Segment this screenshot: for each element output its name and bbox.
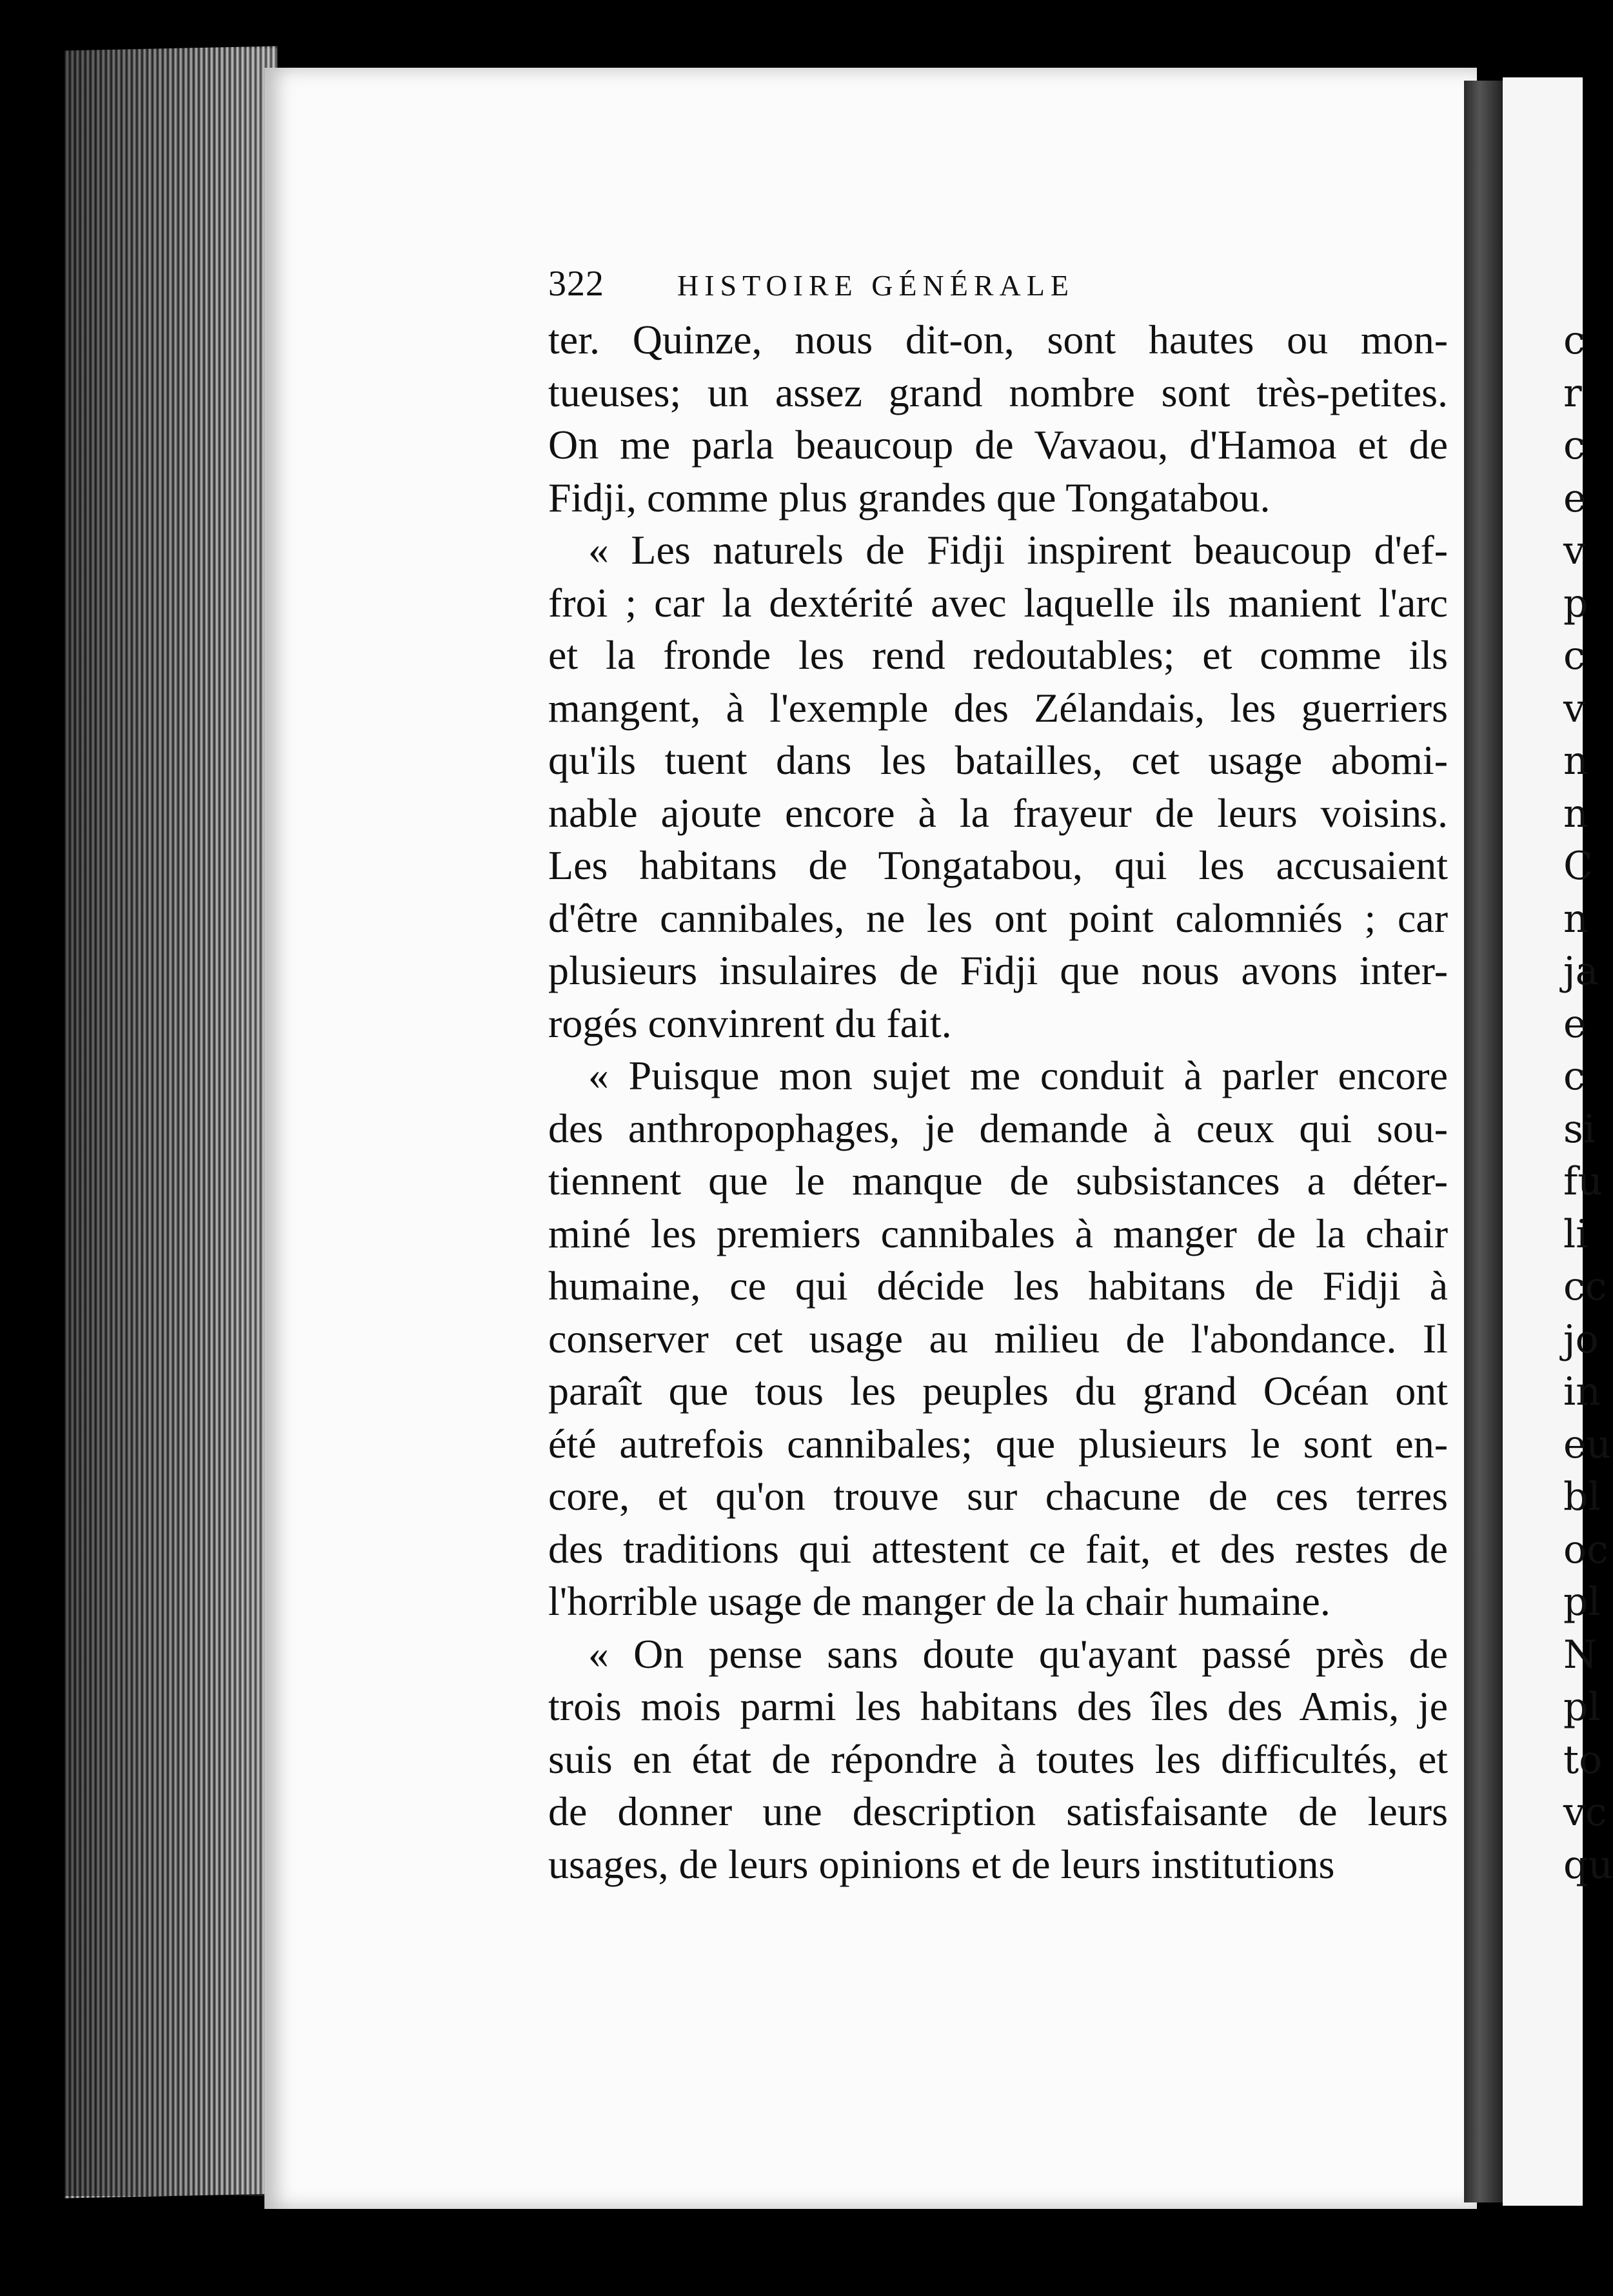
page-edges-shadow [64,48,277,2196]
next-page-fragment: c [1563,633,1585,678]
next-page-fragment: c [1563,423,1585,468]
text-line: « Les naturels de Fidji inspirent beaucoup d'ef- [588,527,1448,573]
book-gutter [1464,81,1503,2202]
next-page-fragment: to [1563,1737,1603,1783]
running-head [548,263,1448,313]
text-line: froi ; car la dextérité avec laquelle ils manient l'arc [548,579,1448,626]
next-page-fragment: v [1563,528,1585,573]
next-page-fragment: qu [1563,1842,1613,1888]
next-page-fragment: cc [1563,1264,1607,1309]
text-line: qu'ils tuent dans les batailles, cet usage abomi- [548,737,1448,783]
next-page-fragment: oc [1563,1527,1608,1572]
text-line: humaine, ce qui décide les habitans de Fidji à [548,1263,1448,1309]
next-page-edge [1503,77,1613,2206]
body-text [548,313,1448,1890]
next-page-fragment: C [1563,844,1593,889]
text-line: usages, de leurs opinions et de leurs institutions [548,1841,1335,1887]
text-line: « On pense sans doute qu'ayant passé près de [588,1630,1448,1677]
text-line: été autrefois cannibales; que plusieurs le sont en- [548,1420,1448,1467]
next-page-fragment: pl [1563,1685,1601,1730]
page-text-block [548,263,1448,1890]
page-number: 322 [548,264,604,304]
text-line: et la fronde les rend redoutables; et comme ils [548,632,1448,678]
text-line: conserver cet usage au milieu de l'abondance. Il [548,1315,1448,1361]
next-page-fragment: N [1563,1632,1598,1677]
text-line: suis en état de répondre à toutes les difficultés, et [548,1736,1448,1782]
text-line: paraît que tous les peuples du grand Océan ont [548,1368,1448,1414]
next-page-fragment: p [1563,580,1588,626]
text-line: ter. Quinze, nous dit-on, sont hautes ou mon- [548,317,1448,362]
next-page-fragment: pl [1563,1579,1601,1625]
text-line: l'horrible usage de manger de la chair humaine. [548,1578,1331,1624]
text-line: « Puisque mon sujet me conduit à parler encore [588,1053,1448,1098]
next-page-fragment: c [1563,1054,1585,1099]
next-page-fragment: bl [1563,1474,1601,1519]
text-line: On me parla beaucoup de Vavaou, d'Hamoa et de [548,422,1448,468]
next-page-fragment: eu [1563,1421,1612,1467]
text-line: core, et qu'on trouve sur chacune de ces terres [548,1473,1448,1519]
text-line: tueuses; un assez grand nombre sont très-petites. [548,369,1448,415]
text-line: plusieurs insulaires de Fidji que nous avons inter- [548,947,1448,993]
next-page-fragment: e [1563,475,1587,521]
text-line: Fidji, comme plus grandes que Tongatabou. [548,474,1271,520]
next-page-fragment: n [1563,896,1588,942]
next-page-fragment: v [1563,686,1585,731]
text-line: miné les premiers cannibales à manger de la chair [548,1210,1448,1256]
text-line: mangent, à l'exemple des Zélandais, les guerriers [548,684,1448,731]
next-page-fragment: vc [1563,1790,1607,1835]
next-page-fragment: fu [1563,1159,1603,1204]
text-line: de donner une description satisfaisante de leurs [548,1788,1448,1834]
running-head-title: HISTOIRE GÉNÉRALE [677,269,1074,302]
text-line: des anthropophages, je demande à ceux qui sou- [548,1105,1448,1151]
next-page-fragment: n [1563,738,1588,784]
next-page-fragment: r [1563,370,1582,416]
text-line: nable ajoute encore à la frayeur de leurs voisins. [548,789,1448,836]
text-line: trois mois parmi les habitans des îles des Amis, je [548,1683,1448,1729]
next-page-fragment: jo [1563,1316,1599,1362]
text-line: rogés convinrent du fait. [548,1000,952,1046]
text-line: d'être cannibales, ne les ont point calomniés ; car [548,895,1448,941]
next-page-fragment: si [1563,1106,1596,1152]
next-page-fragment: e [1563,1001,1587,1047]
next-page-fragment: c [1563,318,1585,363]
text-line: des traditions qui attestent ce fait, et des restes de [548,1525,1448,1572]
next-page-fragment: n [1563,791,1588,836]
next-page-fragment: ja [1563,949,1599,994]
next-page-fragment: li [1563,1211,1588,1257]
text-line: tiennent que le manque de subsistances a déter- [548,1158,1448,1203]
text-line: Les habitans de Tongatabou, qui les accusaient [548,842,1448,888]
next-page-fragment: in [1563,1369,1601,1414]
